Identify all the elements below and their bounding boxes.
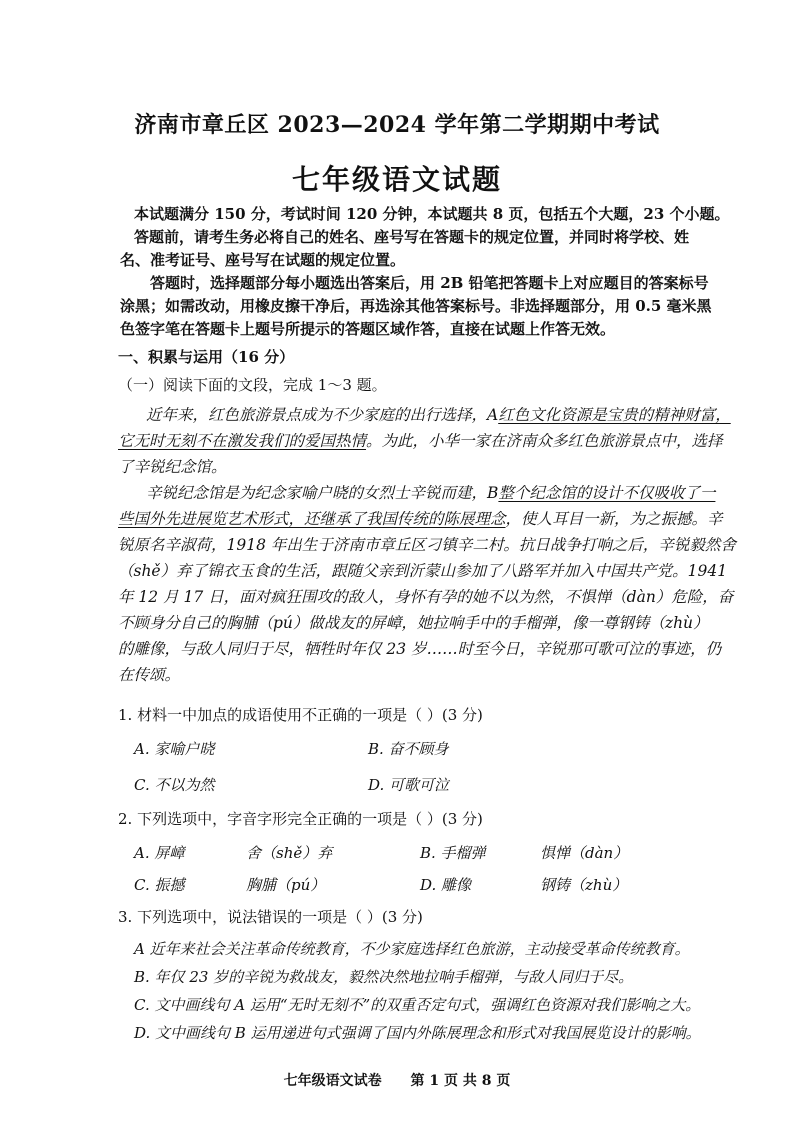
- passage-line: 的雕像，与敌人同归于尽，牺牲时年仅 23 岁……时至今日，辛锐那可歌可泣的事迹，仍: [118, 640, 722, 658]
- question-3-option-c: C. 文中画线句 A 运用“无时无刻不”的双重否定句式，强调红色资源对我们影响之大。: [134, 996, 701, 1014]
- question-2-option-b-pinyin: 惧惮（dàn）: [540, 844, 629, 862]
- passage-line: （shě）弃了锦衣玉食的生活，跟随父亲到沂蒙山参加了八路军并加入中国共产党。1941: [118, 562, 728, 580]
- page-footer: [0, 1070, 794, 1090]
- passage-line: [118, 506, 738, 532]
- passage-line: 在传颂。: [118, 666, 181, 684]
- question-2-option-c-word: C. 振撼: [134, 876, 185, 894]
- passage-line: 了辛锐纪念馆。: [118, 458, 227, 476]
- passage-text: 。为此，小华一家在济南众多红色旅游景点中，选择: [366, 432, 723, 450]
- instruction-line: 名、准考证号、座号写在试题的规定位置。: [120, 251, 406, 269]
- question-1-option-a: A. 家喻户晓: [134, 740, 215, 758]
- passage-line: [118, 402, 738, 428]
- question-3-option-d: D. 文中画线句 B 运用递进句式强调了国内外陈展理念和形式对我国展览设计的影响。: [134, 1024, 701, 1042]
- passage-line: 锐原名辛淑荷，1918 年出生于济南市章丘区刁镇辛二村。抗日战争打响之后，辛锐毅然舍: [118, 536, 736, 554]
- footer-page-number: 第 1 页 共 8 页: [410, 1073, 511, 1089]
- section-subheading: （一）阅读下面的文段，完成 1～3 题。: [118, 376, 387, 394]
- instruction-line: 本试题满分 150 分，考试时间 120 分钟，本试题共 8 页，包括五个大题，23 个小题。: [134, 205, 730, 223]
- question-2-option-d-word: D. 雕像: [420, 876, 472, 894]
- question-2-stem: 2. 下列选项中，字音字形完全正确的一项是（ ）(3 分): [118, 810, 483, 828]
- passage-text: ，使人耳目一新，为之振撼。辛: [505, 510, 723, 528]
- question-1-option-d: D. 可歌可泣: [368, 776, 450, 794]
- underlined-sentence-a: 红色文化资源是宝贵的精神财富，: [498, 406, 731, 424]
- question-3-stem: 3. 下列选项中，说法错误的一项是（ ）(3 分): [118, 908, 423, 926]
- passage-line: 不顾身分自己的胸脯（pú）做战友的屏嶂，她拉响手中的手榴弹，像一尊钢铸（zhù）: [118, 614, 709, 632]
- question-3-option-b: B. 年仅 23 岁的辛锐为救战友，毅然决然地拉响手榴弹，与敌人同归于尽。: [134, 968, 634, 986]
- section-heading: 一、积累与运用（16 分）: [118, 348, 295, 366]
- question-1-option-b: B. 奋不顾身: [368, 740, 449, 758]
- passage-line: 年 12 月 17 日，面对疯狂围攻的敌人，身怀有孕的她不以为然，不惧惮（dàn）危险，奋: [118, 588, 734, 606]
- underlined-sentence-b: 整个纪念馆的设计不仅吸收了一: [498, 484, 716, 502]
- question-2-option-c-pinyin: 胸脯（pú）: [246, 876, 326, 894]
- passage-text: 近年来，红色旅游景点成为不少家庭的出行选择，A: [146, 406, 499, 424]
- question-2-option-a-word: A. 屏嶂: [134, 844, 185, 862]
- question-3-option-a: A 近年来社会关注革命传统教育，不少家庭选择红色旅游，主动接受革命传统教育。: [134, 940, 690, 958]
- question-1-stem: 1. 材料一中加点的成语使用不正确的一项是（ ）(3 分): [118, 706, 483, 724]
- exam-title: 济南市章丘区 2023—2024 学年第二学期期中考试: [134, 112, 660, 138]
- question-2-option-a-pinyin: 舍（shě）弃: [246, 844, 333, 862]
- instruction-line: 答题前，请考生务必将自己的姓名、座号写在答题卡的规定位置，并同时将学校、姓: [134, 228, 690, 246]
- instruction-line: 色签字笔在答题卡上题号所提示的答题区域作答，直接在试题上作答无效。: [120, 320, 616, 338]
- subject-title: 七年级语文试题: [291, 163, 502, 196]
- instructions: [120, 203, 730, 341]
- instruction-line: 涂黑；如需改动，用橡皮擦干净后，再选涂其他答案标号。非选择题部分，用 0.5 毫米黑: [120, 297, 712, 315]
- question-2-option-b-word: B. 手榴弹: [420, 844, 486, 862]
- question-1-option-c: C. 不以为然: [134, 776, 215, 794]
- passage-text: 辛锐纪念馆是为纪念家喻户晓的女烈士辛锐而建，B: [146, 484, 499, 502]
- reading-passage: [118, 402, 738, 688]
- footer-paper-name: 七年级语文试卷: [283, 1073, 382, 1089]
- question-2-option-d-pinyin: 钢铸（zhù）: [540, 876, 628, 894]
- underlined-sentence-a: 它无时无刻不在激发我们的爱国热情: [118, 432, 367, 450]
- passage-line: [118, 480, 738, 506]
- instruction-line: 答题时，选择题部分每小题选出答案后，用 2B 铅笔把答题卡上对应题目的答案标号: [150, 274, 709, 292]
- underlined-sentence-b: 些国外先进展览艺术形式，还继承了我国传统的陈展理念: [118, 510, 506, 528]
- passage-line: [118, 428, 738, 454]
